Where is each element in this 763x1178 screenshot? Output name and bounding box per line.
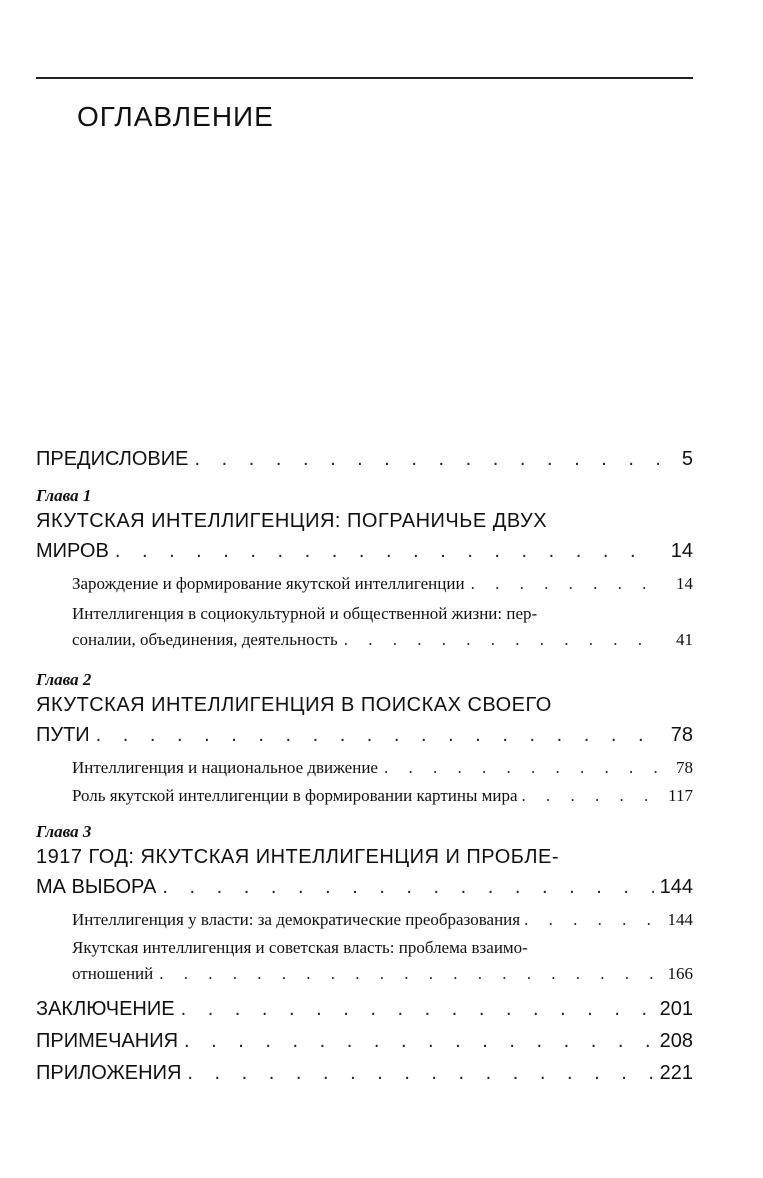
chapter-label: Глава 3 <box>36 822 92 841</box>
toc-entry-conclusion[interactable] <box>36 998 693 1030</box>
page-title: ОГЛАВЛЕНИЕ <box>77 101 274 132</box>
chapter-title-line1[interactable] <box>36 694 693 724</box>
chapter-title-text: 1917 ГОД: ЯКУТСКАЯ ИНТЕЛЛИГЕНЦИЯ И ПРОБЛЕ- <box>36 846 560 868</box>
toc-entry-label: ПРЕДИСЛОВИЕ <box>36 448 189 470</box>
toc-section-entry[interactable] <box>36 786 693 816</box>
section-title: Интеллигенция и национальное движение <box>72 758 378 777</box>
toc-section-entry[interactable] <box>36 758 693 786</box>
toc-section-entry[interactable] <box>36 910 693 938</box>
toc-section-entry-line1[interactable] <box>36 938 693 964</box>
chapter-title-line1[interactable] <box>36 846 693 876</box>
toc-page-number: 117 <box>668 786 693 805</box>
leader-dots <box>344 630 659 650</box>
leader-dots <box>115 540 659 563</box>
toc-page-number: 208 <box>659 1030 693 1052</box>
toc-chapter-1 <box>36 486 693 664</box>
chapter-title-line1[interactable] <box>36 510 693 540</box>
toc-page-number: 201 <box>659 998 693 1020</box>
section-title: Интеллигенция у власти: за демократические преобразования <box>72 910 521 929</box>
toc-entry-label: ЗАКЛЮЧЕНИЕ <box>36 998 175 1020</box>
toc-section-entry-line2[interactable] <box>36 964 693 998</box>
leader-dots <box>181 998 654 1021</box>
chapter-title-line2[interactable] <box>36 724 693 758</box>
top-rule <box>36 77 693 79</box>
leader-dots <box>96 724 659 747</box>
toc-page-number: 221 <box>659 1062 693 1084</box>
chapter-title-text: МА ВЫБОРА <box>36 876 157 898</box>
section-title: Зарождение и формирование якутской интеллигенции <box>72 574 465 593</box>
toc-page-number: 144 <box>659 876 693 898</box>
toc-page-number: 41 <box>676 630 693 649</box>
section-title: соналии, объединения, деятельность <box>72 630 338 649</box>
chapter-title-text: ПУТИ <box>36 724 90 746</box>
section-title: Интеллигенция в социокультурной и общественной жизни: пер- <box>72 604 538 623</box>
chapter-label: Глава 1 <box>36 486 92 505</box>
leader-dots <box>195 448 660 471</box>
toc-page-number: 78 <box>676 758 693 777</box>
chapter-title-text: МИРОВ <box>36 540 109 562</box>
toc-section-entry[interactable] <box>36 574 693 604</box>
toc-entry-appendices[interactable] <box>36 1062 693 1094</box>
leader-dots <box>187 1062 653 1085</box>
section-title: отношений <box>72 964 154 983</box>
chapter-title-line2[interactable] <box>36 540 693 574</box>
chapter-title-line2[interactable] <box>36 876 693 910</box>
toc-page-number: 14 <box>670 540 693 562</box>
toc-section-entry-line2[interactable] <box>36 630 693 664</box>
leader-dots <box>162 876 653 899</box>
toc-chapter-3 <box>36 822 693 998</box>
toc-page-number: 14 <box>676 574 693 593</box>
leader-dots <box>184 1030 654 1053</box>
table-of-contents <box>36 448 693 1094</box>
leader-dots <box>471 574 659 594</box>
leader-dots <box>522 786 661 806</box>
toc-page-number: 166 <box>667 964 693 983</box>
toc-page-number: 5 <box>681 448 693 470</box>
toc-entry-preface[interactable] <box>36 448 693 480</box>
chapter-title-text: ЯКУТСКАЯ ИНТЕЛЛИГЕНЦИЯ: ПОГРАНИЧЬЕ ДВУХ <box>36 510 548 532</box>
toc-section-entry-line1[interactable] <box>36 604 693 630</box>
section-title: Якутская интеллигенция и советская власть: проблема взаимо- <box>72 938 528 957</box>
leader-dots <box>524 910 661 930</box>
section-title: Роль якутской интеллигенции в формировании картины мира <box>72 786 518 805</box>
toc-page-number: 144 <box>667 910 693 929</box>
toc-entry-notes[interactable] <box>36 1030 693 1062</box>
toc-chapter-2 <box>36 670 693 816</box>
toc-entry-label: ПРИМЕЧАНИЯ <box>36 1030 179 1052</box>
toc-page-number: 78 <box>670 724 693 746</box>
leader-dots <box>159 964 659 984</box>
leader-dots <box>384 758 659 778</box>
chapter-title-text: ЯКУТСКАЯ ИНТЕЛЛИГЕНЦИЯ В ПОИСКАХ СВОЕГО <box>36 694 552 716</box>
chapter-label: Глава 2 <box>36 670 92 689</box>
toc-entry-label: ПРИЛОЖЕНИЯ <box>36 1062 182 1084</box>
